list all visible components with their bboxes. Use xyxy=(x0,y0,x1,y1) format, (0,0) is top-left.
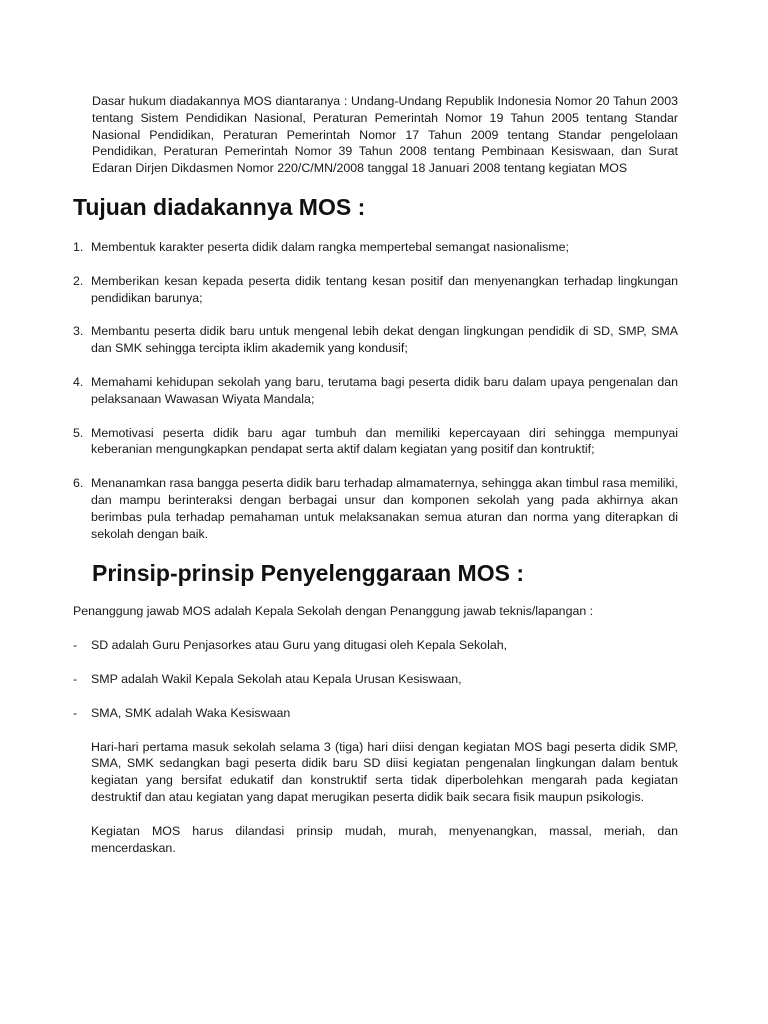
list-item xyxy=(73,475,678,542)
dash-bullet: - xyxy=(73,705,78,720)
list-item xyxy=(73,425,678,459)
goals-list xyxy=(73,239,678,542)
dash-bullet: - xyxy=(73,671,78,686)
responsible-intro-paragraph: Penanggung jawab MOS adalah Kepala Sekolah dengan Penanggung jawab teknis/lapangan : xyxy=(73,604,594,619)
list-item xyxy=(73,374,678,408)
list-item-text: Memberikan kesan kepada peserta didik tentang kesan positif dan menyenangkan terhadap lingkungan pendidikan barunya; xyxy=(91,273,678,305)
first-days-paragraph: Hari-hari pertama masuk sekolah selama 3 (tiga) hari diisi dengan kegiatan MOS bagi peserta didik SMP, SMA, SMK sedangkan bagi peserta didik baru SD diisi kegiatan pengenalan lingkungan dalam bentuk kegiatan yang bersifat edukatif dan konstruktif serta tidak diperbolehkan mengarah pada kegiatan destruktif dan atau kegiatan yang dapat merugikan peserta didik baik secara fisik maupun psikologis. xyxy=(91,739,678,804)
list-item-text: Membantu peserta didik baru untuk mengenal lebih dekat dengan lingkungan pendidik di SD, SMP, SMA dan SMK sehingga tercipta iklim akademik yang kondusif; xyxy=(91,324,678,356)
legal-basis-paragraph: Dasar hukum diadakannya MOS diantaranya : Undang-Undang Republik Indonesia Nomor 20 Tahun 2003 tentang Sistem Pendidikan Nasional, Peraturan Pemerintah Nomor 19 Tahun 2005 tentang Standar Nasional Pendidikan, Peraturan Pemerintah Nomor 17 Tahun 2009 tentang Standar pengelolaan Pendidikan, Peraturan Pemerintah Nomor 39 Tahun 2008 tentang Pembinaan Kesiswaan, dan Surat Edaran Dirjen Dikdasmen Nomor 220/C/MN/2008 tanggal 18 Januari 2008 tentang kegiatan MOS xyxy=(92,94,678,176)
principle-paragraph: Kegiatan MOS harus dilandasi prinsip mudah, murah, menyenangkan, massal, meriah, dan mencerdaskan. xyxy=(91,823,678,855)
list-item-number: 2. xyxy=(73,273,84,288)
prinsip-heading: Prinsip-prinsip Penyelenggaraan MOS : xyxy=(92,560,524,587)
list-item xyxy=(73,239,678,256)
list-item xyxy=(73,637,678,654)
list-item-text: Menanamkan rasa bangga peserta didik baru terhadap almamaternya, sehingga akan timbul rasa memiliki, dan mampu berinteraksi dengan berbagai unsur dan komponen sekolah yang pada akhirnya akan berimbas pula terhadap pemahaman untuk melaksanakan semua aturan dan norma yang diterapkan di sekolah dengan baik. xyxy=(91,476,678,541)
list-item-number: 1. xyxy=(73,239,84,254)
list-item-text: SMP adalah Wakil Kepala Sekolah atau Kepala Urusan Kesiswaan, xyxy=(91,671,462,686)
list-item-text: SMA, SMK adalah Waka Kesiswaan xyxy=(91,705,291,720)
dash-bullet: - xyxy=(73,638,78,653)
list-item-text: SD adalah Guru Penjasorkes atau Guru yang ditugasi oleh Kepala Sekolah, xyxy=(91,638,508,653)
responsible-list xyxy=(73,637,678,721)
list-item-text: Memahami kehidupan sekolah yang baru, terutama bagi peserta didik baru dalam upaya pengenalan dan pelaksanaan Wawasan Wiyata Mandala; xyxy=(91,374,678,406)
list-item xyxy=(73,671,678,688)
tujuan-heading: Tujuan diadakannya MOS : xyxy=(73,193,366,220)
list-item-number: 4. xyxy=(73,374,84,389)
list-item-number: 6. xyxy=(73,476,84,491)
list-item xyxy=(73,323,678,357)
list-item-number: 5. xyxy=(73,425,84,440)
list-item-number: 3. xyxy=(73,324,84,339)
list-item-text: Membentuk karakter peserta didik dalam rangka mempertebal semangat nasionalisme; xyxy=(91,239,569,254)
list-item-text: Memotivasi peserta didik baru agar tumbuh dan memiliki kepercayaan diri sehingga mempunyai keberanian mengungkapkan pendapat serta aktif dalam kegiatan yang positif dan kontruktif; xyxy=(91,425,678,457)
list-item xyxy=(73,273,678,307)
list-item xyxy=(73,705,678,722)
